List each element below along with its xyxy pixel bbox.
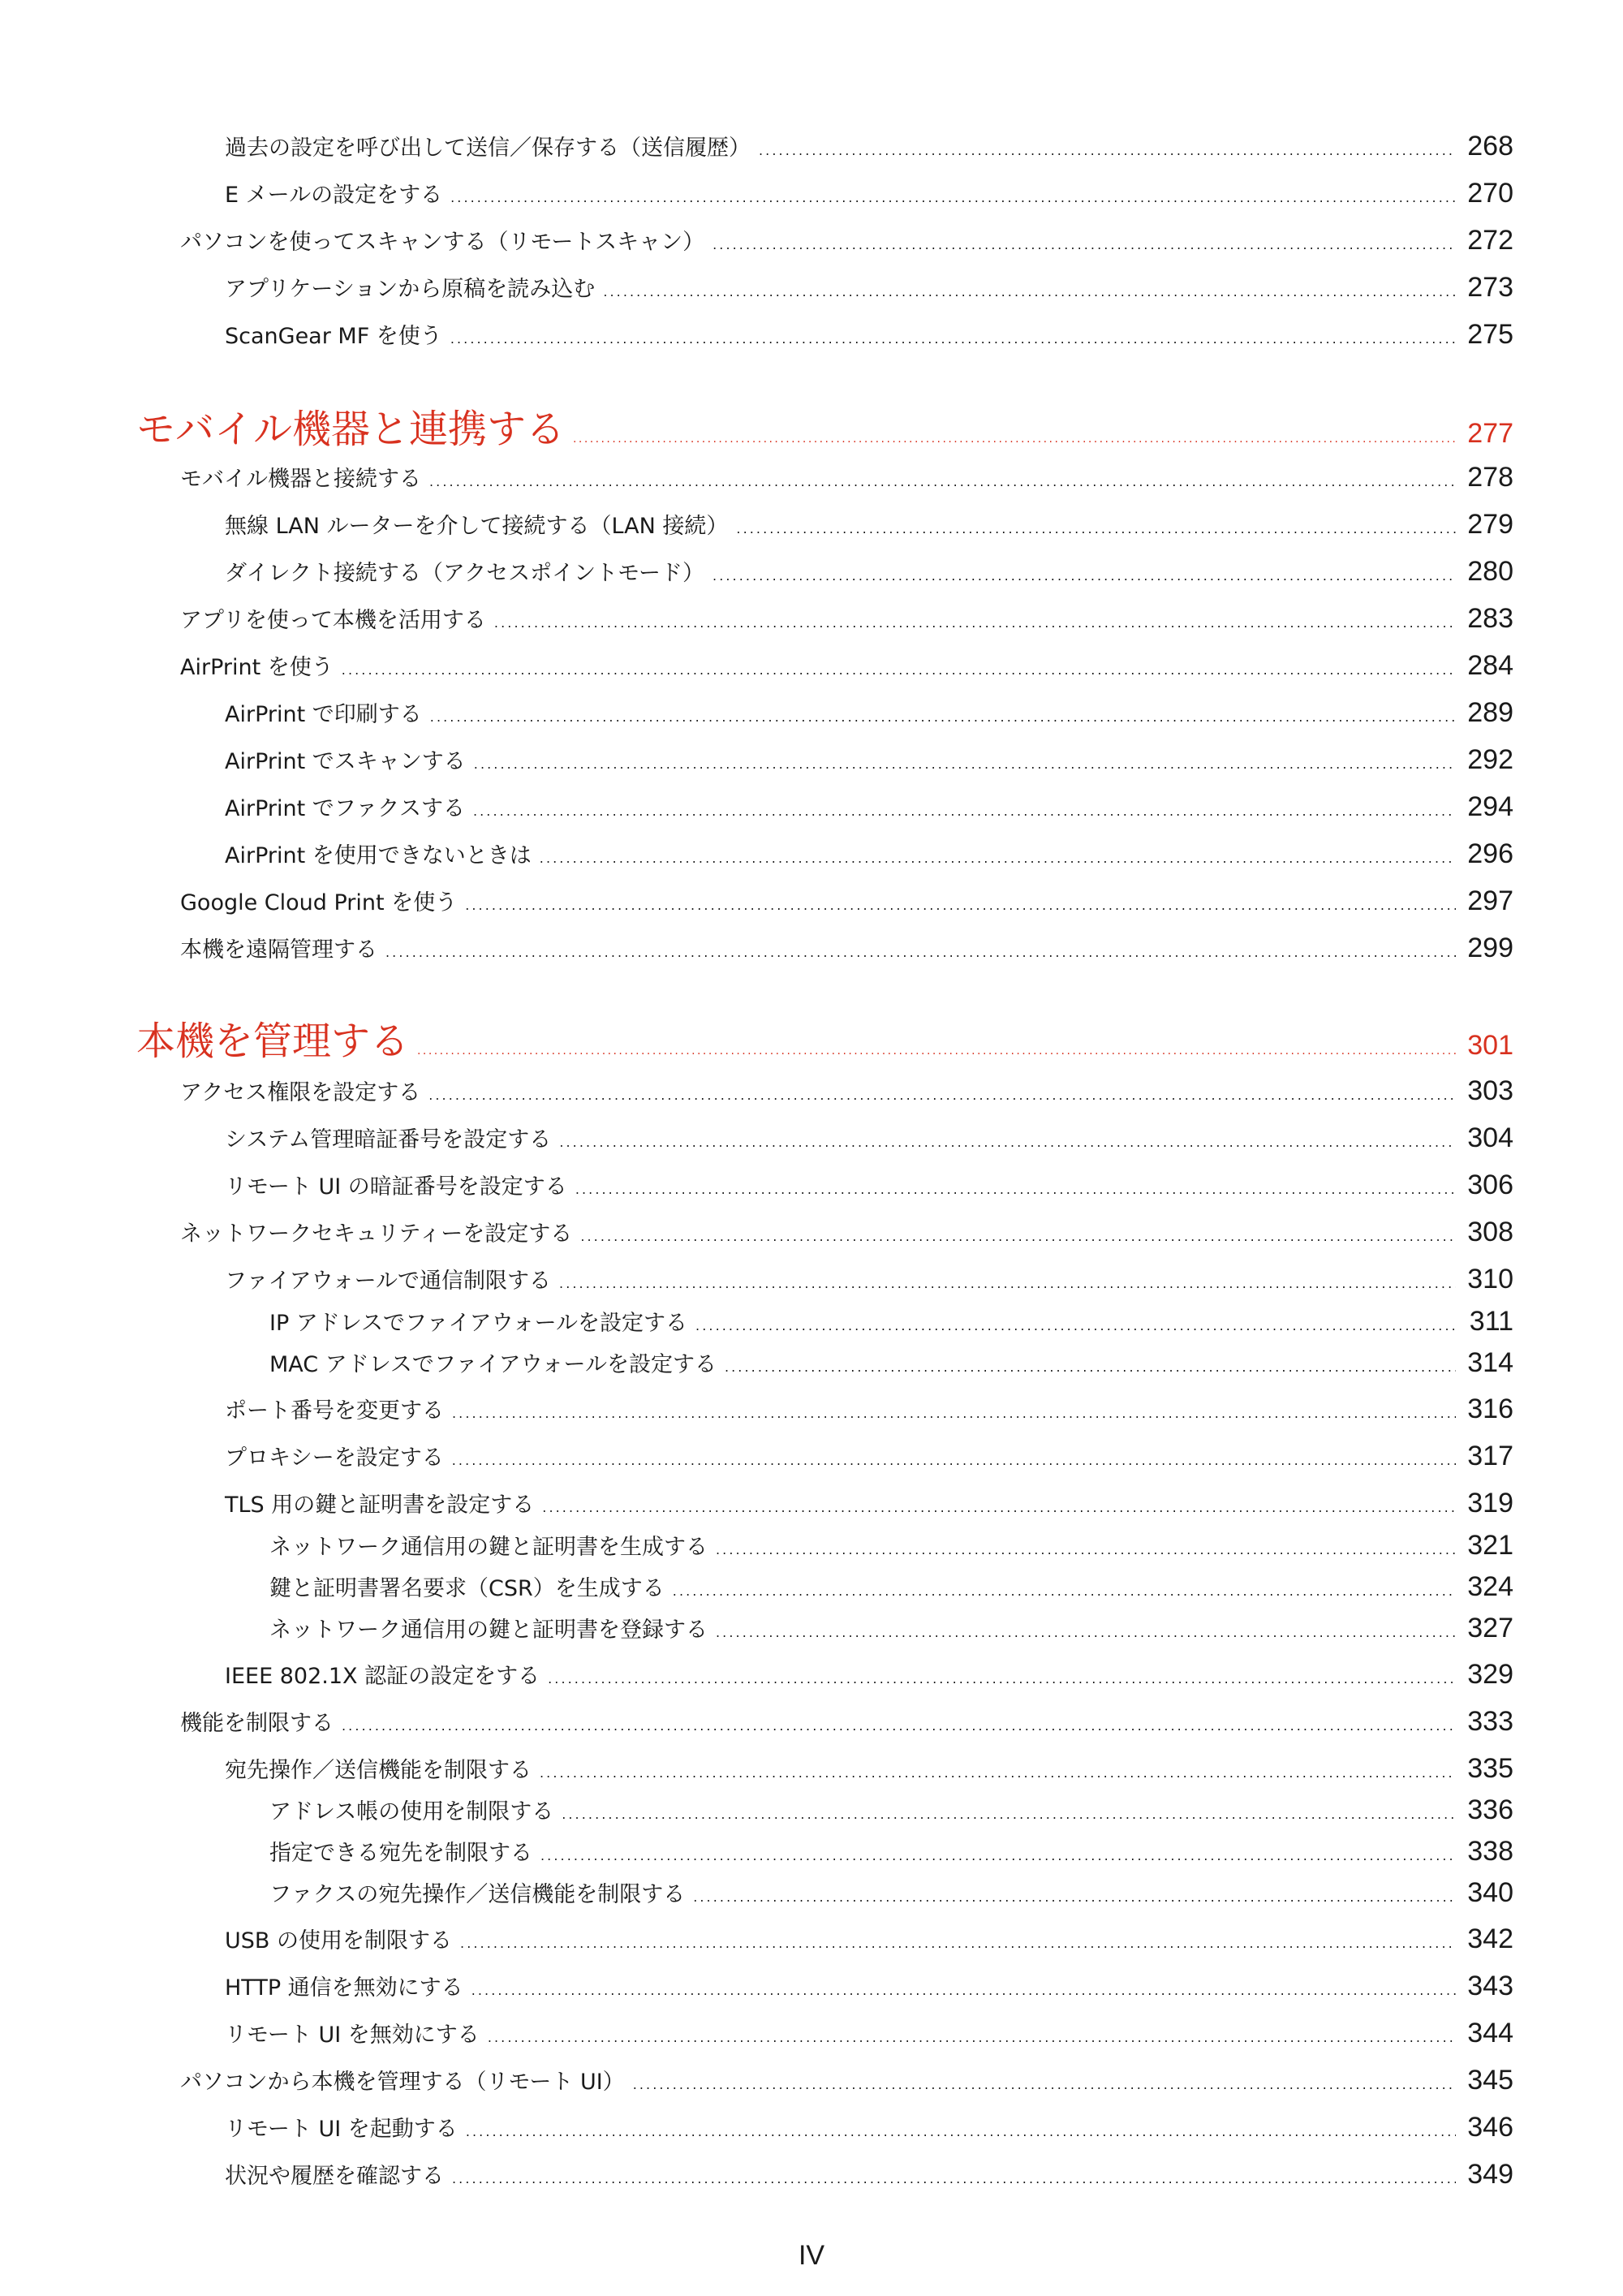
toc-entry-title: Google Cloud Print を使う [180, 890, 458, 915]
toc-entry[interactable] [225, 1658, 1513, 1691]
toc-entry-page: 284 [1467, 650, 1513, 681]
toc-entry-title: AirPrint でスキャンする [225, 749, 466, 774]
toc-entry[interactable] [180, 461, 1513, 493]
toc-entry-title: IEEE 802.1X 認証の設定をする [225, 1664, 540, 1689]
dot-leader [465, 898, 1456, 913]
toc-chapter-page: 277 [1467, 418, 1513, 449]
toc-entry[interactable] [180, 885, 1513, 917]
dot-leader [460, 1936, 1456, 1951]
toc-entry[interactable] [180, 1216, 1513, 1248]
toc-entry-title: アクセス権限を設定する [180, 1080, 421, 1105]
toc-entry[interactable] [225, 1487, 1513, 1519]
toc-entry-page: 268 [1467, 131, 1513, 162]
toc-entry-page: 299 [1467, 933, 1513, 963]
toc-entry-title: リモート UI を起動する [225, 2117, 458, 2142]
toc-entry-page: 317 [1467, 1441, 1513, 1471]
toc-entry-title: ネットワークセキュリティーを設定する [180, 1221, 573, 1247]
dot-leader [580, 1229, 1456, 1244]
toc-entry-title: ダイレクト接続する（アクセスポイントモード） [225, 561, 705, 586]
toc-entry-title: 指定できる宛先を制限する [269, 1841, 532, 1866]
toc-entry[interactable] [269, 1529, 1513, 1562]
toc-entry-page: 346 [1467, 2112, 1513, 2143]
toc-entry-title: AirPrint を使用できないときは [225, 843, 532, 868]
toc-entry-page: 336 [1467, 1794, 1513, 1825]
toc-entry-title: モバイル機器と接続する [180, 467, 421, 492]
toc-entry-title: AirPrint でファクスする [225, 796, 465, 821]
toc-entry[interactable] [225, 1923, 1513, 1955]
toc-entry-title: アプリを使って本機を活用する [180, 608, 486, 633]
toc-entry-page: 275 [1467, 319, 1513, 350]
dot-leader [474, 756, 1457, 772]
toc-entry-page: 319 [1467, 1488, 1513, 1518]
toc-entry[interactable] [180, 602, 1513, 635]
dot-leader [540, 851, 1457, 866]
toc-entry-page: 343 [1467, 1971, 1513, 2001]
dot-leader [716, 1625, 1456, 1640]
toc-entry-page: 283 [1467, 603, 1513, 634]
toc-entry[interactable] [180, 2064, 1513, 2096]
toc-entry-page: 342 [1467, 1923, 1513, 1954]
dot-leader [716, 1542, 1456, 1557]
toc-entry-title: パソコンから本機を管理する（リモート UI） [180, 2070, 625, 2095]
toc-entry-page: 297 [1467, 885, 1513, 916]
toc-entry[interactable] [225, 1752, 1513, 1785]
toc-chapter-page: 301 [1467, 1030, 1513, 1061]
toc-entry[interactable] [269, 1346, 1513, 1379]
dot-leader [736, 521, 1456, 536]
dot-leader [562, 1807, 1456, 1822]
toc-entry-title: USB の使用を制限する [225, 1928, 453, 1954]
dot-leader [695, 1318, 1458, 1333]
dot-leader [559, 1276, 1456, 1291]
toc-entry[interactable] [225, 1263, 1513, 1295]
dot-leader [466, 2124, 1456, 2139]
toc-entry[interactable] [269, 1876, 1513, 1909]
dot-leader [452, 1406, 1456, 1421]
toc-entry-page: 303 [1467, 1075, 1513, 1106]
toc-entry-page: 349 [1467, 2159, 1513, 2190]
toc-entry-title: ScanGear MF を使う [225, 324, 442, 349]
dot-leader [342, 1718, 1456, 1734]
dot-leader [725, 1359, 1456, 1375]
toc-entry-title: アドレス帳の使用を制限する [269, 1799, 554, 1824]
toc-entry[interactable] [225, 743, 1513, 776]
toc-entry-title: AirPrint で印刷する [225, 702, 422, 727]
dot-leader [430, 709, 1457, 725]
toc-entry[interactable] [225, 1970, 1513, 2002]
dot-leader [494, 615, 1456, 631]
toc-entry[interactable] [225, 555, 1513, 588]
toc-entry-page: 340 [1467, 1877, 1513, 1908]
toc-entry-title: 無線 LAN ルーターを介して接続する（LAN 接続） [225, 514, 729, 539]
toc-entry[interactable] [225, 1122, 1513, 1154]
dot-leader [452, 1453, 1457, 1468]
dot-leader [473, 803, 1456, 819]
toc-entry-page: 279 [1467, 509, 1513, 540]
toc-entry-page: 278 [1467, 462, 1513, 493]
toc-entry-title: アプリケーションから原稿を読み込む [225, 277, 596, 302]
toc-entry-title: MAC アドレスでファイアウォールを設定する [269, 1352, 717, 1377]
toc-entry-title: AirPrint を使う [180, 655, 334, 680]
toc-entry-title: IP アドレスでファイアウォールを設定する [269, 1311, 688, 1336]
toc-entry-page: 280 [1467, 556, 1513, 587]
toc-entry-page: 327 [1467, 1613, 1513, 1643]
toc-entry[interactable] [269, 1612, 1513, 1644]
toc-entry-title: TLS 用の鍵と証明書を設定する [225, 1493, 535, 1518]
toc-entry-page: 338 [1467, 1836, 1513, 1867]
toc-entry[interactable] [180, 224, 1513, 256]
toc-entry-page: 292 [1467, 744, 1513, 775]
toc-entry-page: 311 [1469, 1306, 1513, 1337]
toc-chapter-title: 本機を管理する [136, 1019, 410, 1064]
toc-entry-page: 308 [1467, 1217, 1513, 1247]
dot-leader [693, 1889, 1456, 1905]
toc-entry-title: ポート番号を変更する [225, 1398, 444, 1424]
dot-leader [712, 237, 1456, 252]
dot-leader [573, 433, 1456, 446]
toc-entry[interactable] [225, 2017, 1513, 2049]
toc-entry-title: HTTP 通信を無効にする [225, 1975, 463, 2001]
toc-entry[interactable] [225, 318, 1513, 351]
toc-entry-title: リモート UI の暗証番号を設定する [225, 1174, 567, 1200]
toc-entry[interactable] [225, 1169, 1513, 1201]
dot-leader [759, 143, 1456, 158]
toc-entry-page: 314 [1467, 1347, 1513, 1378]
toc-entry-page: 306 [1467, 1170, 1513, 1200]
toc-entry-title: システム管理暗証番号を設定する [225, 1127, 552, 1152]
toc-entry-page: 304 [1467, 1122, 1513, 1153]
dot-leader [712, 568, 1456, 584]
toc-entry-page: 296 [1467, 838, 1513, 869]
toc-entry[interactable] [225, 790, 1513, 823]
dot-leader [471, 1983, 1457, 1998]
toc-entry-page: 345 [1467, 2065, 1513, 2096]
toc-entry[interactable] [180, 1075, 1513, 1107]
toc-entry[interactable] [225, 130, 1513, 162]
page-number: IV [798, 2240, 825, 2271]
toc-entry-page: 335 [1467, 1753, 1513, 1784]
dot-leader [450, 331, 1456, 347]
dot-leader [342, 662, 1457, 678]
toc-entry-title: 機能を制限する [180, 1711, 334, 1736]
dot-leader [548, 1671, 1456, 1686]
dot-leader [452, 2171, 1456, 2186]
toc-entry-page: 289 [1467, 697, 1513, 728]
toc-entry-title: リモート UI を無効にする [225, 2022, 480, 2048]
toc-entry-page: 333 [1467, 1706, 1513, 1737]
dot-leader [450, 190, 1456, 205]
toc-entry-title: 本機を遠隔管理する [180, 937, 377, 963]
toc-entry-title: 鍵と証明書署名要求（CSR）を生成する [269, 1576, 665, 1601]
toc-entry[interactable] [269, 1570, 1513, 1603]
toc-entry-title: プロキシーを設定する [225, 1445, 444, 1471]
dot-leader [540, 1848, 1456, 1863]
toc-entry-title: 過去の設定を呼び出して送信／保存する（送信履歴） [225, 136, 751, 161]
toc-entry[interactable] [180, 649, 1513, 682]
dot-leader [633, 2077, 1457, 2092]
toc-entry[interactable] [225, 271, 1513, 304]
toc-entry[interactable] [225, 1393, 1513, 1425]
dot-leader [488, 2030, 1456, 2045]
toc-entry[interactable] [225, 696, 1513, 729]
toc-entry-page: 270 [1467, 178, 1513, 209]
toc-entry[interactable] [225, 838, 1513, 870]
toc-entry-page: 329 [1467, 1659, 1513, 1690]
toc-entry[interactable] [269, 1835, 1513, 1867]
toc-entry-page: 324 [1467, 1571, 1513, 1602]
toc-entry-title: ファクスの宛先操作／送信機能を制限する [269, 1882, 686, 1907]
dot-leader [417, 1045, 1456, 1058]
toc-chapter-title: モバイル機器と連携する [136, 407, 566, 452]
toc-entry[interactable] [225, 1440, 1513, 1472]
toc-entry-title: ネットワーク通信用の鍵と証明書を登録する [269, 1618, 708, 1643]
toc-entry-title: ファイアウォールで通信制限する [225, 1269, 552, 1294]
toc-entry[interactable] [180, 932, 1513, 964]
toc-entry-page: 273 [1467, 272, 1513, 303]
dot-leader [429, 474, 1456, 489]
toc-entry[interactable] [225, 508, 1513, 541]
toc-entry-page: 344 [1467, 2018, 1513, 2048]
toc-entry-title: パソコンを使ってスキャンする（リモートスキャン） [180, 230, 705, 255]
dot-leader [673, 1583, 1457, 1599]
toc-entry-title: 状況や履歴を確認する [225, 2164, 444, 2189]
dot-leader [603, 284, 1456, 299]
toc-entry[interactable] [269, 1794, 1513, 1826]
toc-entry-title: ネットワーク通信用の鍵と証明書を生成する [269, 1535, 708, 1560]
toc-entry[interactable] [225, 177, 1513, 209]
toc-entry[interactable] [269, 1305, 1513, 1338]
toc-entry-title: 宛先操作／送信機能を制限する [225, 1758, 532, 1783]
toc-chapter-entry[interactable] [136, 398, 1513, 454]
dot-leader [542, 1500, 1456, 1515]
toc-entry-title: E メールの設定をする [225, 183, 443, 208]
dot-leader [428, 1088, 1456, 1103]
dot-leader [540, 1765, 1456, 1781]
toc-entry[interactable] [180, 1705, 1513, 1738]
toc-entry-page: 316 [1467, 1394, 1513, 1424]
toc-entry-page: 294 [1467, 791, 1513, 822]
toc-entry-page: 321 [1467, 1530, 1513, 1561]
toc-entry[interactable] [225, 2111, 1513, 2143]
toc-entry[interactable] [225, 2158, 1513, 2190]
toc-entry-page: 310 [1467, 1264, 1513, 1294]
toc-entry-page: 272 [1467, 225, 1513, 256]
dot-leader [559, 1135, 1456, 1150]
dot-leader [385, 945, 1456, 960]
dot-leader [575, 1182, 1456, 1197]
toc-chapter-entry[interactable] [136, 1010, 1513, 1066]
